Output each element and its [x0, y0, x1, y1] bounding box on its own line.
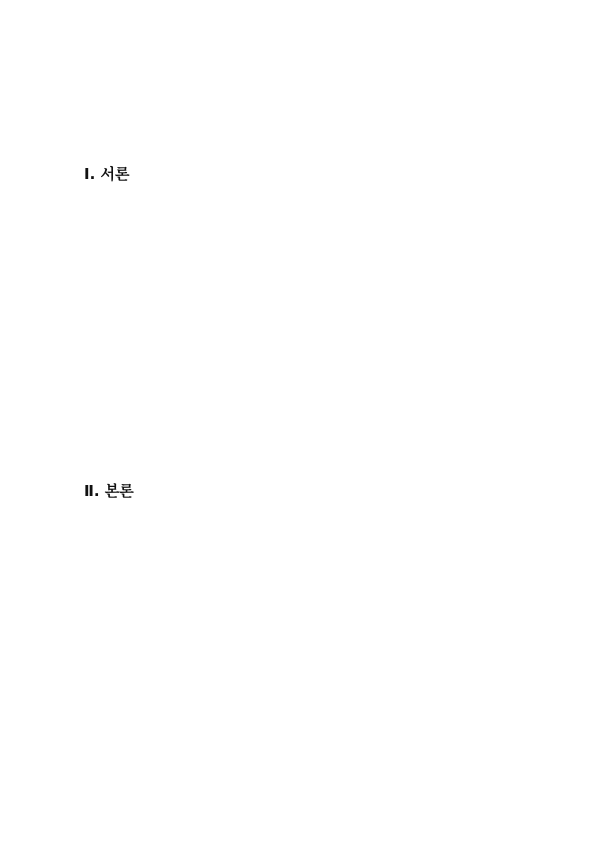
section-heading-intro: Ⅰ. 서론	[84, 165, 130, 183]
subsection-2-paragraph	[84, 744, 514, 758]
section-heading-body: Ⅱ. 본론	[84, 482, 134, 500]
intro-paragraph	[84, 198, 514, 460]
subsection-1-paragraph	[84, 547, 514, 710]
